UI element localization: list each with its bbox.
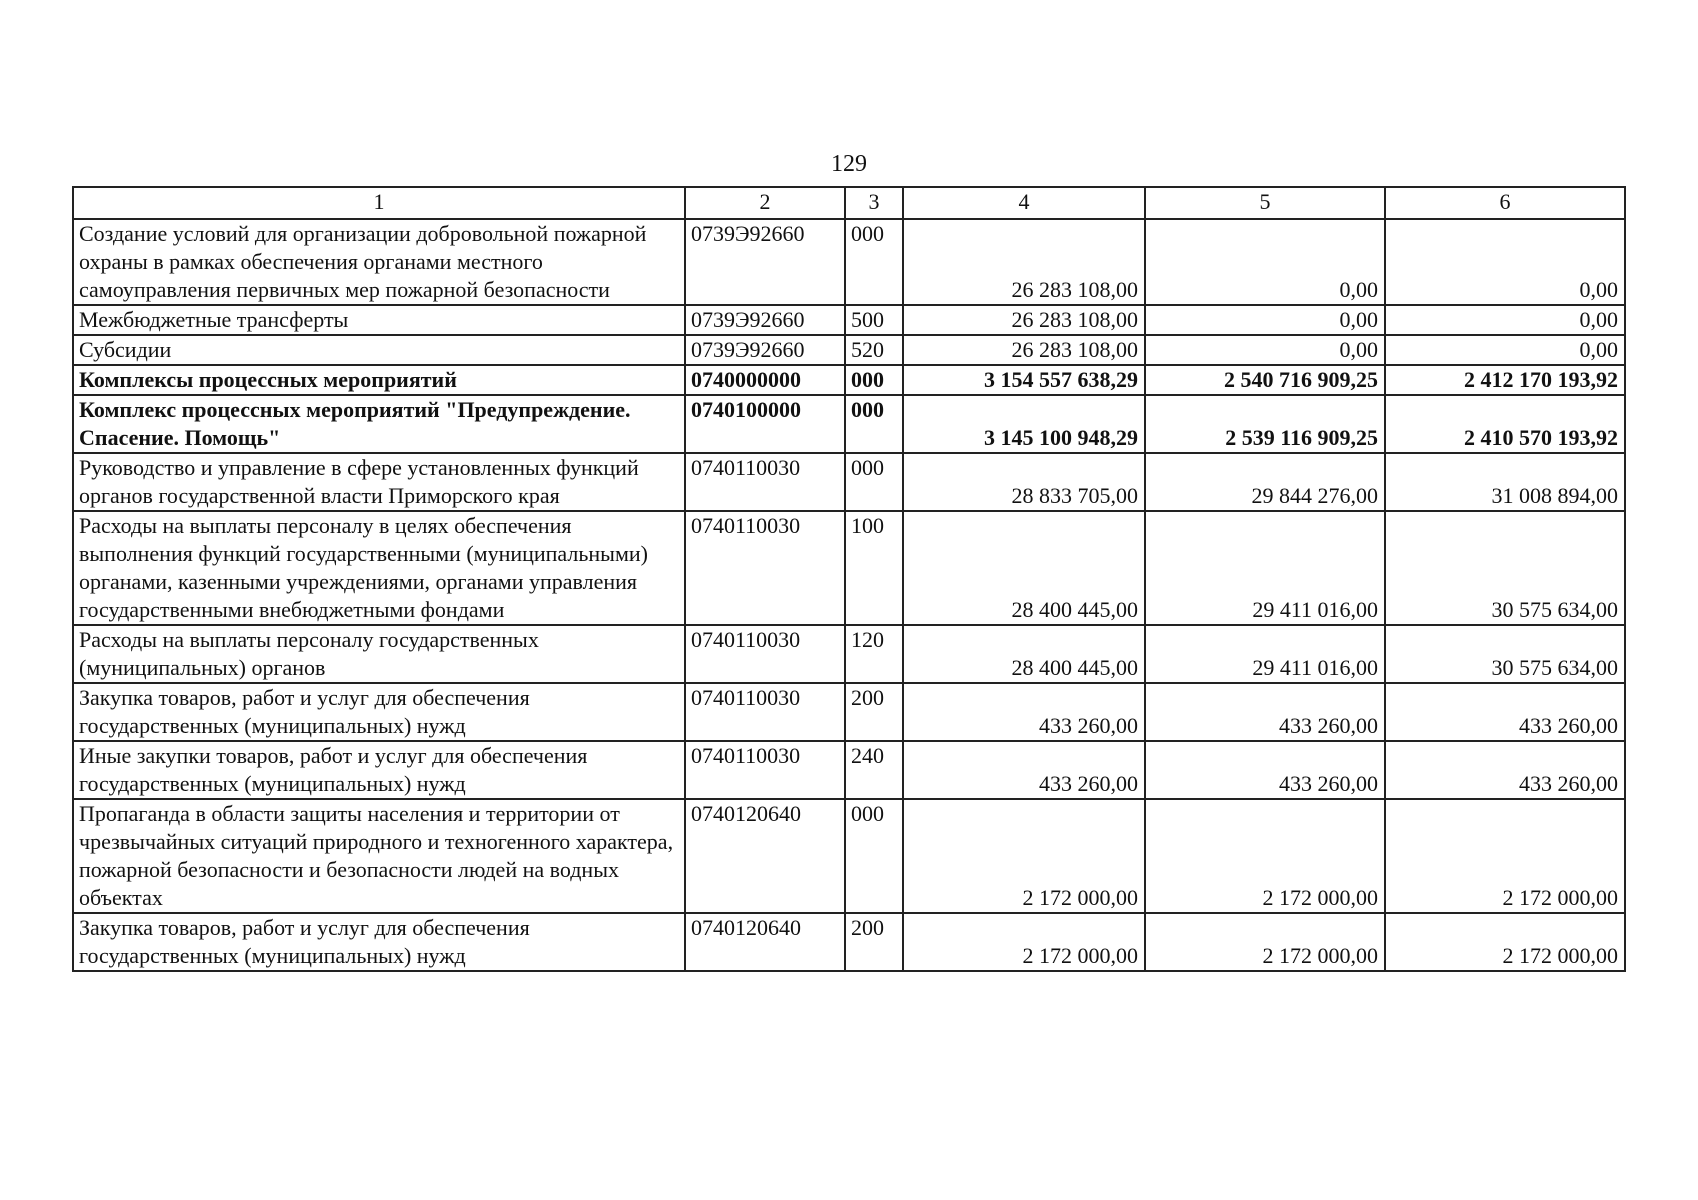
header-cell: 5 — [1145, 187, 1385, 219]
table-row — [73, 913, 1625, 971]
page-number: 129 — [831, 151, 867, 177]
row-code: 0740110030 — [685, 511, 845, 625]
row-name: Субсидии — [73, 335, 685, 365]
table-header-row — [73, 187, 1625, 219]
row-type: 000 — [845, 219, 903, 305]
row-code: 0740110030 — [685, 625, 845, 683]
table-row — [73, 453, 1625, 511]
row-type: 200 — [845, 913, 903, 971]
row-code: 0740120640 — [685, 913, 845, 971]
row-value-1: 433 260,00 — [903, 683, 1145, 741]
row-value-2: 0,00 — [1145, 305, 1385, 335]
row-code: 0740100000 — [685, 395, 845, 453]
row-value-2: 2 540 716 909,25 — [1145, 365, 1385, 395]
row-name: Расходы на выплаты персоналу в целях обеспечения выполнения функций государственными (муниципальными) органами, казенными учреждениями, органами управления государственными внебюджетными фондами — [73, 511, 685, 625]
row-value-3: 2 172 000,00 — [1385, 799, 1625, 913]
row-value-1: 26 283 108,00 — [903, 335, 1145, 365]
row-name: Комплексы процессных мероприятий — [73, 365, 685, 395]
table-row — [73, 305, 1625, 335]
row-value-2: 0,00 — [1145, 219, 1385, 305]
row-code: 0739Э92660 — [685, 219, 845, 305]
row-type: 200 — [845, 683, 903, 741]
table-row — [73, 219, 1625, 305]
row-value-2: 433 260,00 — [1145, 683, 1385, 741]
row-value-2: 2 539 116 909,25 — [1145, 395, 1385, 453]
row-value-3: 30 575 634,00 — [1385, 625, 1625, 683]
row-type: 120 — [845, 625, 903, 683]
row-name: Иные закупки товаров, работ и услуг для обеспечения государственных (муниципальных) нужд — [73, 741, 685, 799]
row-name: Комплекс процессных мероприятий "Предупреждение. Спасение. Помощь" — [73, 395, 685, 453]
table-row — [73, 335, 1625, 365]
row-value-2: 2 172 000,00 — [1145, 799, 1385, 913]
row-value-3: 2 172 000,00 — [1385, 913, 1625, 971]
row-type: 520 — [845, 335, 903, 365]
row-value-1: 2 172 000,00 — [903, 913, 1145, 971]
table-row-total — [73, 395, 1625, 453]
header-cell: 4 — [903, 187, 1145, 219]
row-value-3: 433 260,00 — [1385, 741, 1625, 799]
row-value-2: 29 411 016,00 — [1145, 625, 1385, 683]
row-value-1: 28 400 445,00 — [903, 625, 1145, 683]
header-cell: 6 — [1385, 187, 1625, 219]
row-type: 100 — [845, 511, 903, 625]
row-value-3: 2 410 570 193,92 — [1385, 395, 1625, 453]
header-cell: 3 — [845, 187, 903, 219]
row-code: 0740000000 — [685, 365, 845, 395]
row-value-1: 433 260,00 — [903, 741, 1145, 799]
row-name: Руководство и управление в сфере установленных функций органов государственной власти Приморского края — [73, 453, 685, 511]
table-row — [73, 511, 1625, 625]
row-code: 0739Э92660 — [685, 335, 845, 365]
row-code: 0739Э92660 — [685, 305, 845, 335]
row-type: 500 — [845, 305, 903, 335]
header-cell: 2 — [685, 187, 845, 219]
row-value-1: 26 283 108,00 — [903, 305, 1145, 335]
row-value-2: 29 844 276,00 — [1145, 453, 1385, 511]
budget-table — [72, 186, 1626, 972]
row-type: 000 — [845, 365, 903, 395]
row-code: 0740120640 — [685, 799, 845, 913]
row-code: 0740110030 — [685, 741, 845, 799]
row-value-3: 0,00 — [1385, 305, 1625, 335]
table-row-total — [73, 365, 1625, 395]
row-value-1: 3 154 557 638,29 — [903, 365, 1145, 395]
row-value-3: 433 260,00 — [1385, 683, 1625, 741]
row-value-1: 26 283 108,00 — [903, 219, 1145, 305]
row-value-2: 0,00 — [1145, 335, 1385, 365]
row-code: 0740110030 — [685, 453, 845, 511]
row-name: Закупка товаров, работ и услуг для обеспечения государственных (муниципальных) нужд — [73, 683, 685, 741]
header-cell: 1 — [73, 187, 685, 219]
row-value-1: 28 833 705,00 — [903, 453, 1145, 511]
table-row — [73, 741, 1625, 799]
row-value-3: 31 008 894,00 — [1385, 453, 1625, 511]
table-row — [73, 683, 1625, 741]
row-value-2: 29 411 016,00 — [1145, 511, 1385, 625]
row-type: 000 — [845, 453, 903, 511]
row-value-1: 3 145 100 948,29 — [903, 395, 1145, 453]
row-value-1: 2 172 000,00 — [903, 799, 1145, 913]
row-value-2: 2 172 000,00 — [1145, 913, 1385, 971]
table-row — [73, 799, 1625, 913]
row-value-3: 0,00 — [1385, 219, 1625, 305]
row-value-2: 433 260,00 — [1145, 741, 1385, 799]
row-type: 240 — [845, 741, 903, 799]
row-value-3: 30 575 634,00 — [1385, 511, 1625, 625]
row-type: 000 — [845, 395, 903, 453]
row-name: Пропаганда в области защиты населения и территории от чрезвычайных ситуаций природного и техногенного характера, пожарной безопасности и безопасности людей на водных объектах — [73, 799, 685, 913]
row-name: Закупка товаров, работ и услуг для обеспечения государственных (муниципальных) нужд — [73, 913, 685, 971]
row-name: Создание условий для организации добровольной пожарной охраны в рамках обеспечения органами местного самоуправления первичных мер пожарной безопасности — [73, 219, 685, 305]
row-code: 0740110030 — [685, 683, 845, 741]
row-name: Расходы на выплаты персоналу государственных (муниципальных) органов — [73, 625, 685, 683]
row-value-3: 2 412 170 193,92 — [1385, 365, 1625, 395]
row-name: Межбюджетные трансферты — [73, 305, 685, 335]
row-type: 000 — [845, 799, 903, 913]
row-value-1: 28 400 445,00 — [903, 511, 1145, 625]
table-row — [73, 625, 1625, 683]
row-value-3: 0,00 — [1385, 335, 1625, 365]
